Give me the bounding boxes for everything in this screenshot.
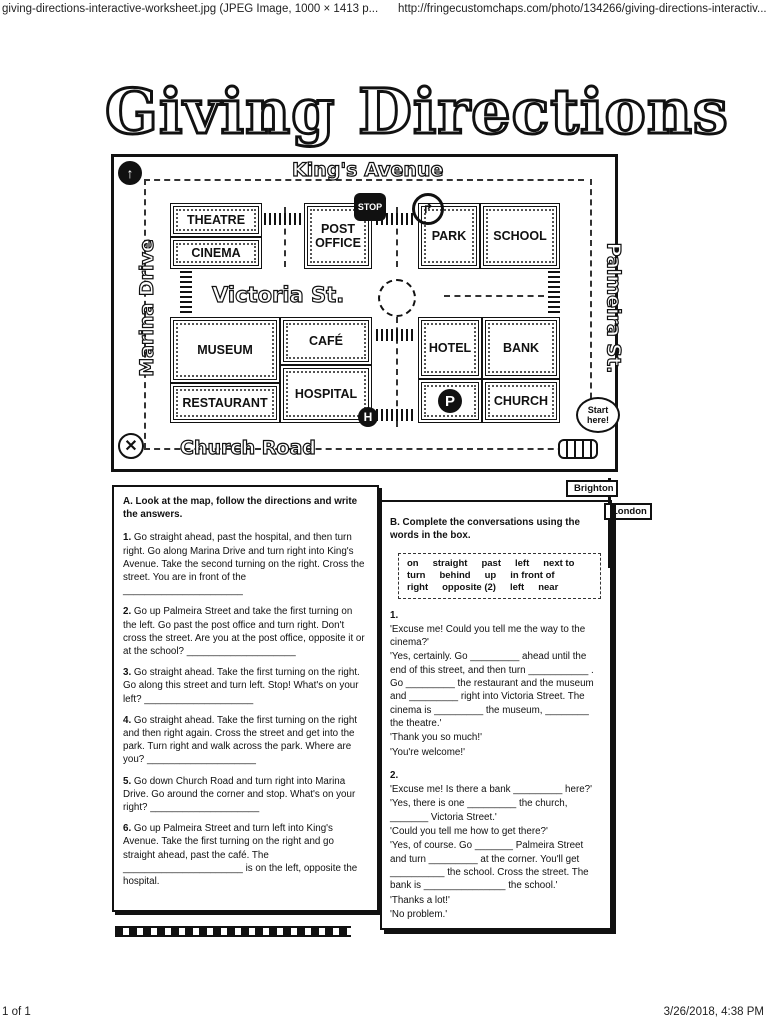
zebra-crossing [180, 271, 192, 313]
page-count-text: 1 of 1 [2, 1006, 31, 1018]
word-box-item: left [515, 557, 530, 569]
building-church [482, 379, 560, 423]
start-here-text: Start [587, 405, 609, 415]
word-box-item: turn [407, 569, 426, 581]
word-box-item: straight [432, 557, 468, 569]
street-marina-drive: Marina Drive [135, 239, 158, 377]
road-divider [444, 295, 544, 297]
street-church-road: Church Road [180, 437, 316, 459]
building-restaurant-label: RESTAURANT [182, 396, 268, 410]
roundabout-icon [378, 279, 416, 317]
question-5 [123, 775, 368, 815]
conversation-line: 'Could you tell me how to get there?' [390, 826, 548, 838]
word-box-item: left [509, 581, 525, 593]
question-number: 4. [123, 714, 132, 726]
question-text: Go straight ahead. Take the first turning on the right. Go along this street and turn left. Stop! What's on your left? ____________________ [123, 667, 360, 705]
page-url-text: http://fringecustomchaps.com/photo/134266/giving-directions-interactiv... [398, 3, 767, 15]
section-b-heading: B. Complete the conversations using the words in the box. [390, 517, 580, 542]
building-school [480, 203, 560, 269]
conversation-2 [390, 769, 601, 921]
one-way-up-icon: ↑ [118, 161, 142, 185]
conversation-number: 1. [390, 609, 399, 621]
building-bank [482, 317, 560, 379]
building-hotel-label: HOTEL [428, 341, 472, 355]
building-bank-label: BANK [502, 341, 540, 355]
street-map [111, 154, 625, 472]
browser-header [0, 0, 768, 22]
street-kings-avenue: King's Avenue [292, 159, 444, 181]
conversation-line: 'Excuse me! Is there a bank _________ here?' [390, 784, 592, 796]
building-post-office-label: OFFICE [315, 236, 361, 250]
no-right-turn-icon: ↱ [412, 193, 444, 225]
question-text: Go up Palmeira Street and turn left into King's Avenue. Take the first turning on the right and go straight ahead, past the café. The ______________________ is on the left, opposite the hospital. [123, 823, 358, 888]
question-text: Go straight ahead. Take the first turning on the right and then right again. Cross the street and get into the park. Turn right and walk across the park. Where are you? ____________________ [123, 714, 358, 766]
building-church-label: CHURCH [493, 394, 549, 408]
question-1 [123, 531, 368, 597]
stop-sign-icon [354, 193, 386, 221]
building-cinema [170, 237, 262, 269]
stop-sign-text: STOP [357, 202, 383, 212]
conversation-1 [390, 609, 601, 759]
zebra-crossing [548, 271, 560, 313]
question-text: Go straight ahead, past the hospital, and then turn right. Go along Marina Drive and turn right into King's Avenue. Take the second turning on the right. Cross the street. You are in front of the ______________________ [123, 532, 365, 597]
building-hospital-label: HOSPITAL [294, 387, 358, 401]
zebra-crossing [376, 409, 414, 421]
building-theatre-label: THEATRE [186, 213, 246, 227]
page-title-text: giving-directions-interactive-worksheet.jpg (JPEG Image, 1000 × 1413 p... [2, 3, 379, 15]
question-6 [123, 822, 368, 888]
word-box-item: near [538, 581, 559, 593]
conversation-line: 'Thanks a lot!' [390, 894, 450, 906]
start-here-bubble [576, 397, 620, 433]
word-box-item: right [407, 581, 429, 593]
building-museum-label: MUSEUM [197, 343, 253, 357]
word-box [398, 553, 601, 599]
question-number: 2. [123, 606, 132, 618]
word-box-item: in front of [510, 569, 555, 581]
question-text: Go down Church Road and turn right into Marina Drive. Go around the corner and stop. What's on your right? ____________________ [123, 775, 356, 814]
building-cafe-label: CAFÉ [308, 334, 344, 348]
section-a-heading: A. Look at the map, follow the directions and write the answers. [123, 496, 358, 521]
road-palmeira-st [590, 179, 592, 419]
word-box-item: behind [439, 569, 471, 581]
start-here-text: here! [586, 415, 609, 425]
parking-icon [438, 389, 462, 413]
zebra-crossing [264, 213, 302, 225]
decorative-road [115, 926, 351, 937]
building-museum [170, 317, 280, 383]
building-park-label: PARK [431, 229, 467, 243]
hospital-icon [358, 407, 378, 427]
print-date-text: 3/26/2018, 4:38 PM [663, 1006, 764, 1018]
building-school-label: SCHOOL [493, 229, 547, 243]
no-entry-icon: ✕ [118, 433, 144, 459]
word-box-item: on [407, 557, 419, 569]
signpost-london: London [604, 503, 652, 520]
question-number: 5. [123, 775, 132, 787]
question-number: 1. [123, 532, 132, 544]
building-restaurant [170, 383, 280, 423]
word-box-item: up [484, 569, 497, 581]
question-number: 6. [123, 823, 132, 835]
word-box-item: past [481, 557, 501, 569]
conversation-line: 'Yes, of course. Go _______ Palmeira Street and turn _________ at the corner. You'll get __________ the school. Cross the street. The bank is _______________ the school.' [390, 840, 589, 892]
section-a-box [112, 485, 379, 912]
building-cafe [280, 317, 372, 365]
parking-text: P [444, 392, 455, 410]
street-victoria-st: Victoria St. [212, 283, 345, 307]
building-post-office-label: POST [320, 222, 356, 236]
building-theatre [170, 203, 262, 237]
conversation-line: 'Excuse me! Could you tell me the way to the cinema?' [390, 623, 586, 649]
conversation-line: 'Thank you so much!' [390, 732, 482, 744]
section-b-box [380, 500, 612, 930]
worksheet-title: Giving Directions [105, 75, 729, 148]
question-4 [123, 714, 368, 767]
word-box-item: opposite (2) [442, 581, 496, 593]
building-cinema-label: CINEMA [191, 246, 241, 260]
building-hotel [418, 317, 482, 379]
street-palmeira-st: Palmeira St. [602, 242, 625, 374]
question-2 [123, 605, 368, 658]
conversation-line: 'No problem.' [390, 908, 448, 920]
conversation-line: 'Yes, there is one _________ the church, _______ Victoria Street.' [390, 798, 568, 823]
question-text: Go up Palmeira Street and take the first turning on the left. Go past the post office and turn right. Don't cross the street. Are you at the post office, opposite it or at the school? ____________________ [123, 606, 365, 658]
conversation-number: 2. [390, 769, 399, 781]
question-3 [123, 666, 368, 706]
word-box-item: next to [543, 557, 575, 569]
zebra-crossing [376, 329, 414, 341]
conversation-line: 'You're welcome!' [390, 746, 465, 758]
car-icon [558, 439, 598, 459]
signpost-brighton: Brighton [566, 480, 618, 497]
hospital-sign-text: H [363, 410, 373, 424]
question-number: 3. [123, 667, 132, 679]
conversation-line: 'Yes, certainly. Go _________ ahead until the end of this street, and then turn ___________ . Go _________ the restaurant and the museum and _________ right into Victoria Street. The cinema is _________ the museum, ________ the theatre.' [390, 651, 594, 729]
